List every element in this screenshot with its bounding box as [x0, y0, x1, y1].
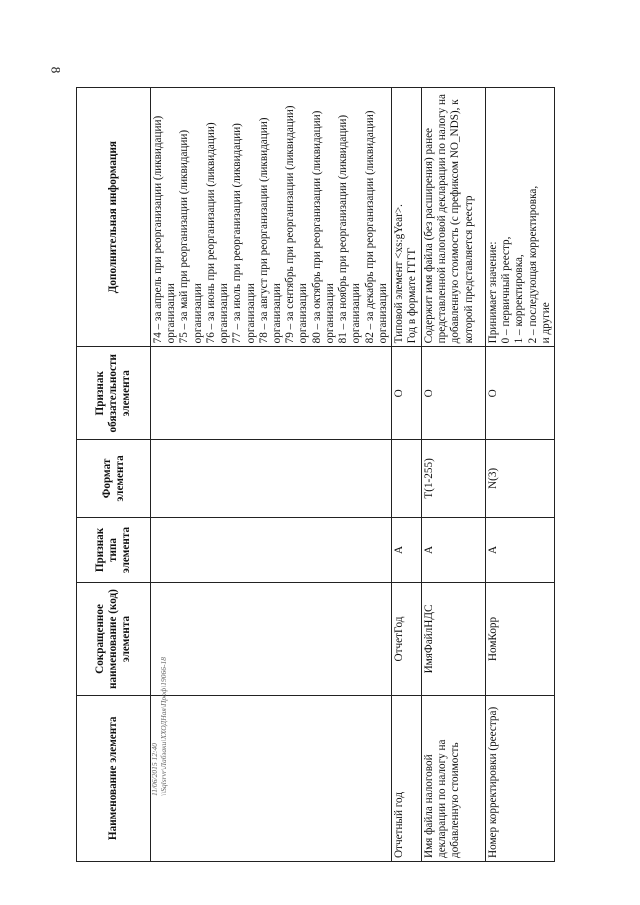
element-name: Номер корректировки (реестра) [485, 695, 554, 861]
element-format [391, 440, 421, 517]
element-name: Отчетный год [391, 695, 421, 861]
info-line: Год в формате ГГГГ [406, 247, 419, 344]
info-line: 81 – за ноябрь при реорганизации (ликвидации) организации [337, 114, 363, 344]
element-type: А [421, 517, 485, 583]
header-code: Сокращенное наименование (код) элемента [77, 583, 151, 695]
element-code: ИмяФайлНДС [421, 583, 485, 695]
element-info [485, 88, 554, 347]
element-info [391, 88, 421, 347]
info-line: и другие [539, 302, 552, 344]
info-line: 2 – последующая корректировка, [526, 185, 539, 344]
info-line: 78 – за август при реорганизации (ликвидации) организации [257, 117, 283, 344]
header-required: Признак обязательности элемента [77, 347, 151, 440]
header-format: Формат элемента [77, 440, 151, 517]
header-row [77, 88, 151, 862]
element-info: Содержит имя файла (без расширения) ранее представленной налоговой декларации по налогу на добавленную стоимость (с префиксом NO_NDS), к которой представляется реестр [421, 88, 485, 347]
element-format: T(1-255) [421, 440, 485, 517]
info-line: 0 – первичный реестр, [500, 236, 513, 344]
element-required: О [485, 347, 554, 440]
header-info: Дополнительная информация [77, 88, 151, 347]
header-type: Признак типа элемента [77, 517, 151, 583]
table-row [391, 88, 421, 862]
element-name: Имя файла налоговой декларации по налогу на добавленную стоимость [421, 695, 485, 861]
footer-path: \\Sqlsrvr\Лабзаки\ХХОДНая\Проф\19066-18 [159, 656, 168, 796]
info-line: 75 – за май при реорганизации (ликвидации) организации [178, 129, 204, 344]
element-required: О [421, 347, 485, 440]
info-line: 74 – за апрель при реорганизации (ликвидации) организации [152, 115, 178, 344]
info-line: 82 – за декабрь при реорганизации (ликвидации) организации [363, 110, 389, 344]
element-required: О [391, 347, 421, 440]
info-line: 80 – за октябрь при реорганизации (ликвидации) организации [310, 110, 336, 344]
element-code: НомКорр [485, 583, 554, 695]
continuation-row [151, 88, 392, 862]
continuation-info-cell [151, 88, 392, 347]
element-type: А [391, 517, 421, 583]
footer-timestamp: 11/06/2015 12:40 [150, 743, 159, 796]
info-line: 79 – за сентябрь при реорганизации (ликвидации) организации [284, 105, 310, 344]
table-row [485, 88, 554, 862]
page-number: 8 [48, 66, 64, 74]
file-path-footer [150, 657, 168, 796]
register-table-container [76, 87, 552, 862]
info-line: 77 – за июль при реорганизации (ликвидации) организации [231, 123, 257, 344]
table-row [421, 88, 485, 862]
element-format: N(3) [485, 440, 554, 517]
element-type: А [485, 517, 554, 583]
info-line: Принимает значение: [486, 241, 499, 344]
element-table [76, 87, 555, 862]
info-line: 76 – за июнь при реорганизации (ликвидации) организации [204, 122, 231, 344]
info-line: 1 – корректировка, [513, 254, 526, 344]
element-code: ОтчетГод [391, 583, 421, 695]
header-name: Наименование элемента [77, 695, 151, 861]
info-line: Типовой элемент <xs:gYear>. [392, 204, 405, 344]
